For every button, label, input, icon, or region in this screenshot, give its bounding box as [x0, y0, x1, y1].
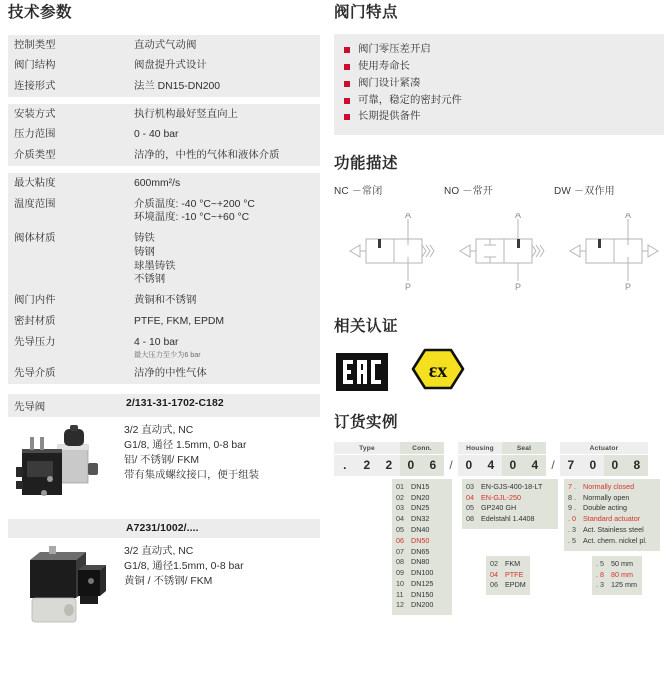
- legend-text: Act. chem. nickel pl.: [583, 535, 647, 545]
- feature-text: 长期提供备件: [358, 111, 421, 123]
- table-row: [8, 173, 320, 194]
- pilot-valve-block: [8, 519, 320, 626]
- legend-code: 09: [396, 568, 404, 578]
- spec-note: 最大压力至少为6 bar: [134, 350, 201, 360]
- svg-text:εx: εx: [428, 360, 448, 383]
- function-description-title: 功能描述: [334, 155, 399, 173]
- table-row: [8, 146, 320, 167]
- order-code-digits-row: [334, 455, 664, 476]
- pilot-valve-description: 3/2 直动式, NC G1/8, 通径1.5mm, 0-8 bar 黄铜 / 不锈钢/ FKM: [124, 545, 244, 588]
- function-symbol: [554, 213, 664, 298]
- legend-housing-row: [466, 514, 554, 525]
- table-spacer: [8, 166, 320, 173]
- order-code-separator: /: [449, 457, 453, 472]
- order-code-digit: 0: [582, 455, 604, 476]
- order-code-digit: 2: [378, 455, 400, 476]
- legend-text: Normally open: [583, 492, 630, 502]
- legend-text: Double acting: [583, 503, 627, 513]
- list-item: [342, 59, 658, 76]
- pilot-valve-body: [8, 538, 320, 626]
- order-column-header: Actuator: [560, 442, 648, 454]
- legend-connection-row: [396, 514, 448, 525]
- order-column-header: Type: [334, 442, 400, 454]
- legend-housing: [462, 479, 558, 529]
- order-code-digit: 8: [626, 455, 648, 476]
- feature-text: 可靠，稳定的密封元件: [358, 94, 462, 106]
- function-label: DW －双作用: [554, 186, 615, 198]
- legend-actuator-size-row: [596, 570, 638, 581]
- spec-key: 密封材质: [8, 311, 126, 332]
- legend-text: DN100: [411, 568, 434, 578]
- pilot-valve-image: [8, 544, 120, 626]
- spec-key: 阀门结构: [8, 56, 126, 77]
- order-code-separator: /: [551, 457, 555, 472]
- spec-value: 600mm²/s: [126, 173, 320, 194]
- certification-marks-row: [334, 347, 664, 396]
- function-description-section: [334, 151, 664, 298]
- spec-key: 先导介质: [8, 363, 126, 384]
- list-item: [342, 42, 658, 59]
- legend-actuator-size-row: [596, 580, 638, 591]
- legend-text: DN15: [411, 481, 430, 491]
- valve-symbol-dw-icon: [554, 213, 664, 293]
- legend-connection-row: [396, 493, 448, 504]
- right-column: [334, 0, 664, 629]
- legend-code: 03: [466, 481, 474, 491]
- square-bullet-icon: [344, 47, 350, 53]
- legend-seal: [486, 556, 530, 595]
- function-item: [554, 182, 664, 298]
- legend-connection: [392, 479, 452, 616]
- list-item: [342, 109, 658, 126]
- pilot-valve-block: [8, 394, 320, 505]
- legend-text: Edelstahl 1.4408: [481, 514, 535, 524]
- table-row: [8, 76, 320, 97]
- legend-text: DN32: [411, 514, 430, 524]
- legend-text: DN80: [411, 557, 430, 567]
- table-row: [8, 311, 320, 332]
- square-bullet-icon: [344, 64, 350, 70]
- legend-connection-row: [396, 525, 448, 536]
- pilot-valve-key: 先导阀: [14, 401, 46, 413]
- feature-text: 阀门设计紧凑: [358, 77, 421, 89]
- function-label: NC －常闭: [334, 186, 383, 198]
- legend-code: 06: [396, 535, 404, 545]
- spec-value: 铸铁 铸钢 球墨铸铁 不锈钢: [126, 229, 320, 291]
- legend-code: . 0: [568, 514, 576, 524]
- spec-key: 连接形式: [8, 76, 126, 97]
- order-code-digit: 0: [502, 455, 524, 476]
- legend-text: Standard actuator: [583, 514, 641, 524]
- legend-connection-row: [396, 600, 448, 611]
- technical-parameters-table: [8, 35, 320, 384]
- svg-text:P: P: [404, 282, 412, 293]
- legend-seal-row: [490, 580, 526, 591]
- valve-symbol-no-icon: [444, 213, 554, 293]
- legend-actuator-size-row: [596, 559, 638, 570]
- atex-ex-mark-icon: [410, 347, 466, 396]
- spec-key: 温度范围: [8, 194, 126, 228]
- legend-actuator-row: [568, 536, 656, 547]
- table-row: [8, 194, 320, 228]
- order-code-legend: [334, 479, 664, 629]
- legend-connection-row: [396, 482, 448, 493]
- svg-text:P: P: [624, 282, 632, 293]
- legend-connection-row: [396, 557, 448, 568]
- pilot-valve-header: [8, 394, 320, 417]
- legend-text: DN200: [411, 600, 434, 610]
- legend-code: 04: [396, 514, 404, 524]
- pilot-valve-body: [8, 417, 320, 505]
- spec-key: 先导压力: [8, 332, 126, 363]
- legend-code: . 3: [596, 580, 604, 590]
- legend-code: 04: [466, 492, 474, 502]
- legend-text: EN-GJS-400-18-LT: [481, 481, 543, 491]
- feature-text: 使用寿命长: [358, 60, 410, 72]
- spec-value: 洁净的，中性的气体和液体介质: [126, 146, 320, 167]
- pilot-valve-description: 3/2 直动式, NC G1/8, 通径 1.5mm, 0-8 bar 铝/ 不锈钢/ FKM 带有集成螺纹接口，便于组装: [124, 424, 260, 482]
- pilot-valve-code: A7231/1002/....: [126, 522, 199, 534]
- svg-text:A: A: [624, 213, 632, 221]
- ex-hexagon-icon: [410, 347, 466, 391]
- order-code-table: [334, 442, 664, 629]
- order-code-digit: 0: [458, 455, 480, 476]
- order-code-digit: 2: [356, 455, 378, 476]
- function-symbols-row: [334, 182, 664, 298]
- spec-key: 安装方式: [8, 104, 126, 125]
- legend-seal-row: [490, 570, 526, 581]
- spec-value: 法兰 DN15-DN200: [126, 76, 320, 97]
- order-code-digit: 4: [524, 455, 546, 476]
- legend-code: 02: [396, 492, 404, 502]
- legend-code: . 8: [596, 569, 604, 579]
- table-row: [8, 229, 320, 291]
- pilot-valve-section: [8, 394, 320, 626]
- svg-text:A: A: [514, 213, 522, 221]
- table-row: [8, 35, 320, 56]
- legend-text: DN40: [411, 524, 430, 534]
- table-row: [8, 125, 320, 146]
- spec-key: 阀门内件: [8, 291, 126, 312]
- spec-key: 介质类型: [8, 146, 126, 167]
- function-label: NO －常开: [444, 186, 493, 198]
- legend-code: 9 .: [568, 503, 576, 513]
- legend-text: Act. Stainless steel: [583, 524, 644, 534]
- legend-code: 03: [396, 503, 404, 513]
- legend-text: 80 mm: [611, 569, 633, 579]
- order-code-header-row: [334, 442, 664, 454]
- legend-text: DN20: [411, 492, 430, 502]
- legend-actuator-row: [568, 482, 656, 493]
- valve-features-box: [334, 34, 664, 135]
- list-item: [342, 93, 658, 110]
- certifications-title: 相关认证: [334, 318, 399, 336]
- pilot-valve-photo-1: [12, 423, 116, 505]
- eac-mark-icon: [336, 353, 388, 391]
- legend-text: DN50: [411, 535, 430, 545]
- pilot-valve-photo-2: [12, 544, 116, 626]
- legend-seal-row: [490, 559, 526, 570]
- legend-text: DN25: [411, 503, 430, 513]
- function-item: [444, 182, 554, 298]
- table-row: [8, 363, 320, 384]
- order-column-header: Seal: [502, 442, 546, 454]
- eac-letters-icon: [340, 358, 384, 386]
- spec-value: PTFE, FKM, EPDM: [126, 311, 320, 332]
- order-column-header: [444, 449, 458, 454]
- legend-text: 50 mm: [611, 558, 633, 568]
- legend-code: 05: [396, 524, 404, 534]
- order-code-digit: .: [334, 455, 356, 476]
- legend-code: 08: [396, 557, 404, 567]
- legend-text: 125 mm: [611, 580, 637, 590]
- legend-housing-row: [466, 482, 554, 493]
- legend-code: 8 .: [568, 492, 576, 502]
- legend-connection-row: [396, 568, 448, 579]
- spec-key: 最大粘度: [8, 173, 126, 194]
- legend-code: 05: [466, 503, 474, 513]
- function-item: [334, 182, 444, 298]
- spec-value: 黄铜和不锈钢: [126, 291, 320, 312]
- legend-actuator: [564, 479, 660, 551]
- order-code-digit: 6: [422, 455, 444, 476]
- order-code-digit: 0: [604, 455, 626, 476]
- legend-text: DN150: [411, 589, 434, 599]
- order-column-header: Housing: [458, 442, 502, 454]
- legend-housing-row: [466, 503, 554, 514]
- svg-text:A: A: [404, 213, 412, 221]
- order-example-section: [334, 410, 664, 629]
- spec-value: 执行机构最好竖直向上: [126, 104, 320, 125]
- table-row: [8, 332, 320, 363]
- spec-key: 压力范围: [8, 125, 126, 146]
- legend-text: Normally closed: [583, 481, 635, 491]
- list-item: [342, 76, 658, 93]
- technical-parameters-title: 技术参数: [8, 4, 73, 21]
- legend-code: . 5: [568, 535, 576, 545]
- table-row: [8, 56, 320, 77]
- legend-code: 01: [396, 481, 404, 491]
- legend-code: 07: [396, 546, 404, 556]
- legend-code: 02: [490, 558, 498, 568]
- legend-text: DN65: [411, 546, 430, 556]
- order-code-digit: 7: [560, 455, 582, 476]
- legend-code: . 3: [568, 524, 576, 534]
- legend-code: 04: [490, 569, 498, 579]
- legend-code: 7 .: [568, 481, 576, 491]
- order-column-header: Conn.: [400, 442, 444, 454]
- legend-text: EN-GJL-250: [481, 492, 521, 502]
- order-code-digit: 4: [480, 455, 502, 476]
- legend-code: 10: [396, 578, 404, 588]
- legend-actuator-row: [568, 503, 656, 514]
- legend-actuator-row: [568, 525, 656, 536]
- spec-value: 洁净的中性气体: [126, 363, 320, 384]
- valve-features-list: [342, 42, 658, 126]
- function-symbol: [444, 213, 554, 298]
- legend-text: DN125: [411, 578, 434, 588]
- legend-text: PTFE: [505, 569, 524, 579]
- square-bullet-icon: [344, 98, 350, 104]
- legend-connection-row: [396, 503, 448, 514]
- legend-code: 06: [490, 580, 498, 590]
- legend-code: 12: [396, 600, 404, 610]
- square-bullet-icon: [344, 81, 350, 87]
- legend-actuator-row: [568, 493, 656, 504]
- spec-value: 0 - 40 bar: [126, 125, 320, 146]
- left-column: [8, 0, 320, 626]
- spec-key: 阀体材质: [8, 229, 126, 291]
- spec-key: 控制类型: [8, 35, 126, 56]
- legend-code: 08: [466, 514, 474, 524]
- spec-value: 直动式气动阀: [126, 35, 320, 56]
- pilot-valve-header: [8, 519, 320, 538]
- legend-code: 11: [396, 589, 404, 599]
- pilot-valve-key: [14, 523, 126, 534]
- legend-text: FKM: [505, 558, 521, 568]
- pilot-valve-code: 2/131-31-1702-C182: [126, 397, 224, 409]
- square-bullet-icon: [344, 114, 350, 120]
- spec-value: 介质温度: -40 °C~+200 °C 环境温度: -10 °C~+60 °C: [126, 194, 320, 228]
- order-code-digit: 0: [400, 455, 422, 476]
- legend-connection-row: [396, 547, 448, 558]
- spec-value: 4 - 10 bar 最大压力至少为6 bar: [126, 332, 320, 363]
- pilot-valve-image: [8, 423, 120, 505]
- order-column-header: [546, 449, 560, 454]
- valve-features-title: 阀门特点: [334, 4, 399, 21]
- spec-value: 阀盘提升式设计: [126, 56, 320, 77]
- legend-connection-row: [396, 590, 448, 601]
- table-row: [8, 104, 320, 125]
- table-spacer: [8, 97, 320, 104]
- legend-actuator-row: [568, 514, 656, 525]
- legend-connection-row: [396, 536, 448, 547]
- valve-symbol-nc-icon: [334, 213, 444, 293]
- legend-connection-row: [396, 579, 448, 590]
- legend-text: EPDM: [505, 580, 526, 590]
- function-symbol: [334, 213, 444, 298]
- feature-text: 阀门零压差开启: [358, 44, 431, 55]
- certifications-section: [334, 314, 664, 396]
- legend-code: . 5: [596, 558, 604, 568]
- table-row: [8, 291, 320, 312]
- legend-text: GP240 GH: [481, 503, 517, 513]
- legend-housing-row: [466, 493, 554, 504]
- legend-actuator-size: [592, 556, 642, 595]
- svg-text:P: P: [514, 282, 522, 293]
- order-example-title: 订货实例: [334, 414, 399, 432]
